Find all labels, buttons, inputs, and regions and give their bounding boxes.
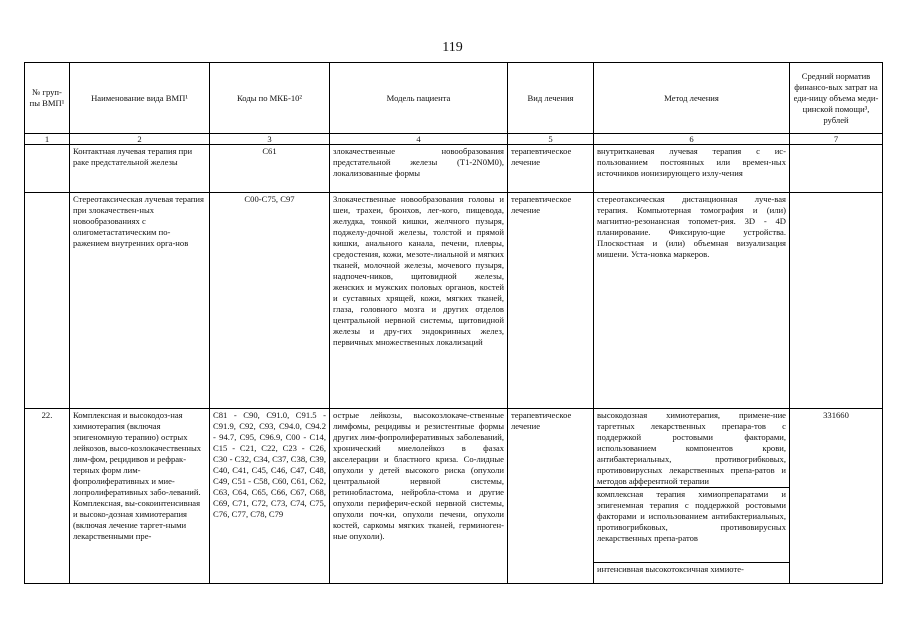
treatment-method-item: интенсивная высокотоксичная химиоте- — [597, 564, 744, 574]
header-group-number: № груп-пы ВМП¹ — [25, 63, 70, 134]
header-cost-standard: Средний норматив финансо-вых затрат на еди-ницу объема меди-цинской помощи³, рублей — [790, 63, 883, 134]
table-row — [25, 145, 883, 193]
column-number-row — [25, 134, 883, 145]
table-row — [25, 193, 883, 409]
group-number-cell — [25, 145, 70, 193]
icd-codes-cell: C61 — [210, 145, 330, 193]
vmp-name-cell: Контактная лучевая терапия при раке предстательной железы — [70, 145, 210, 193]
icd-codes-cell: C81 - C90, C91.0, C91.5 - C91.9, C92, C93, C94.0, C94.2 - 94.7, C95, C96.9, C00 - C14, C15 - C21, C22, C23 - C26, C30 - C32, C34, C37, C38, C39, C40, C41, C45, C46, C47, C48, C49, C51 - C58, C60, C61, C62, C63, C64, C65, C66, C67, C68, C69, C71, C72, C73, C74, C75, C76, C77, C78, C79 — [210, 409, 330, 584]
column-number: 5 — [508, 134, 594, 145]
treatment-type-cell: терапевтическое лечение — [508, 193, 594, 409]
treatment-method-cell: стереотаксическая дистанционная луче-вая терапия. Компьютерная томография и (или) магнитно-резонансная топомет-рия. 3D - 4D планирование. Фиксирую-щие устройства. Плоскостная и (или) объемная визуализация мишени. Уста-новка маркеров. — [594, 193, 790, 409]
treatment-type-cell: терапевтическое лечение — [508, 409, 594, 584]
column-number: 2 — [70, 134, 210, 145]
table-row — [25, 409, 883, 584]
page-number: 119 — [442, 40, 463, 55]
vmp-table — [24, 62, 883, 584]
column-number: 7 — [790, 134, 883, 145]
vmp-name-cell: Стереотаксическая лучевая терапия при злокачествен-ных новообразованиях с олигометастатическим по-ражением внутренних орга-нов — [70, 193, 210, 409]
cost-cell — [790, 193, 883, 409]
treatment-method-item: комплексная терапия химиопрепаратами и эпигенемная терапия с поддержкой ростовыми факторами и использованием антибактериальных, противогрибковых, противовирусных лекарственных препа-ратов — [594, 488, 789, 563]
header-vmp-name: Наименование вида ВМП¹ — [70, 63, 210, 134]
header-icd-codes: Коды по МКБ-10² — [210, 63, 330, 134]
patient-model-cell: Злокачественные новообразования головы и шеи, трахеи, бронхов, лег-кого, пищевода, желудка, тонкой кишки, желчного пузыря, поджелу-дочной железы, толстой и прямой кишки, анального канала, печени, плевры, средостения, кожи, мезоте-лиальной и мягких тканей, молочной железы, мочевого пузыря, надпочеч-ников, щитовидной железы, женских и мужских половых органов, костей и суставных хрящей, кожи, мягких тканей, глаза, головного мозга и других отделов центральной нервной системы, щитовидной железы и дру-гих эндокринных желез, первичных множественных локализаций — [330, 193, 508, 409]
column-number: 6 — [594, 134, 790, 145]
header-patient-model: Модель пациента — [330, 63, 508, 134]
treatment-method-cell: внутритканевая лучевая терапия с ис-пользованием постоянных или времен-ных источников ионизирующего излу-чения — [594, 145, 790, 193]
header-row — [25, 63, 883, 134]
cost-cell: 331660 — [790, 409, 883, 584]
column-number: 3 — [210, 134, 330, 145]
column-number: 4 — [330, 134, 508, 145]
icd-codes-cell: C00-C75, C97 — [210, 193, 330, 409]
treatment-method-cell — [594, 409, 790, 584]
vmp-name-cell: Комплексная и высокодоз-ная химиотерапия (включая эпигеномную терапию) острых лейкозов, высо-козлокачественных лим-фом, рецидивов и рефрак-терных форм лим-фопролиферативных и мие-лопролиферативных забо-леваний. Комплексная, вы-сокоинтенсивная и высоко-дозная химиотерапия (включая лечение таргет-ными лекарственными пре- — [70, 409, 210, 584]
group-number-cell: 22. — [25, 409, 70, 584]
column-number: 1 — [25, 134, 70, 145]
header-treatment-method: Метод лечения — [594, 63, 790, 134]
group-number-cell — [25, 193, 70, 409]
header-treatment-type: Вид лечения — [508, 63, 594, 134]
patient-model-cell: острые лейкозы, высокозлокаче-ственные лимфомы, рецидивы и резистентные формы других лим-фопролиферативных заболеваний, хронический миелолейкоз в фазах акселерации и бластного криза. Со-лидные опухоли у детей высокого риска (опухоли центральной нервной системы, ретинобластома, нейробла-стома и другие опухоли периферич-еской нервной системы, опухоли поч-ки, опухоли печени, опухоли костей, саркомы мягких тканей, герминоген-ные опухоли). — [330, 409, 508, 584]
patient-model-cell: злокачественные новообразования предстательной железы (T1-2N0M0), локализованные формы — [330, 145, 508, 193]
cost-cell — [790, 145, 883, 193]
treatment-type-cell: терапевтическое лечение — [508, 145, 594, 193]
treatment-method-item: высокодозная химиотерапия, примене-ние таргетных лекарственных препара-тов с поддержкой ростовыми факторами, использованием компонентов крови, антибактериальных, противогрибковых, противовирусных лекарственных препа-ратов и методов афферентной терапии — [594, 409, 789, 488]
